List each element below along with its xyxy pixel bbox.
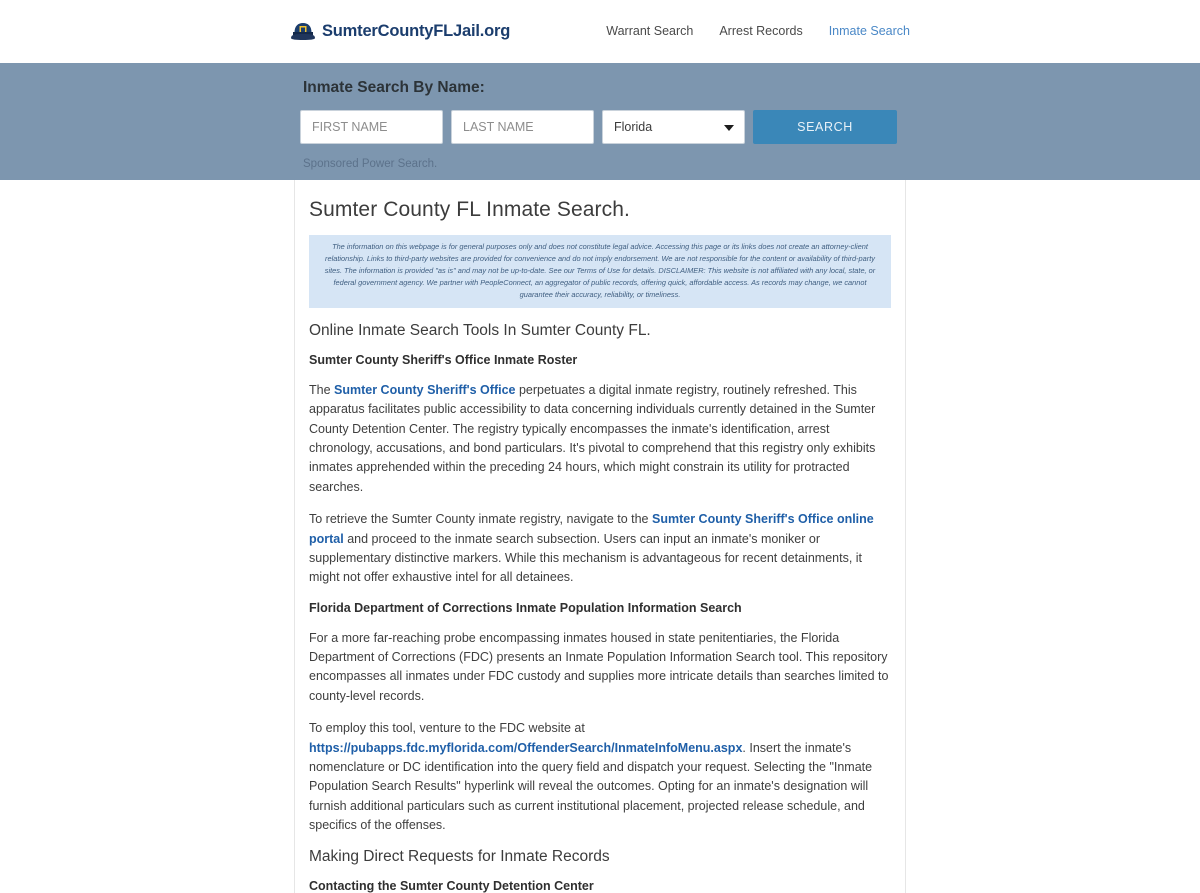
- paragraph-retrieve-registry: [309, 510, 891, 588]
- section-heading-online-tools: Online Inmate Search Tools In Sumter County FL.: [309, 321, 651, 339]
- subheading-contacting-detention-center: Contacting the Sumter County Detention Center: [309, 879, 594, 893]
- para-1-pre: The: [309, 382, 335, 397]
- state-select-wrapper[interactable]: [602, 110, 745, 144]
- sponsored-power-search-link[interactable]: Sponsored Power Search.: [303, 158, 438, 170]
- link-sumter-county-sheriffs-office[interactable]: Sumter County Sheriff's Office: [334, 382, 516, 397]
- para-2-pre: To retrieve the Sumter County inmate registry, navigate to the: [309, 512, 652, 527]
- paragraph-fdc-instructions: [309, 719, 891, 835]
- legal-disclaimer: The information on this webpage is for general purposes only and does not constitute legal advice. Accessing this page or its links does not create an attorney-client relationship. Links to third-party websites are provided for convenience and do not imply endorsement. We are not responsible for the content or availability of third-party sites. The information is provided "as is" and may not be up-to-date. See our Terms of Use for details. DISCLAIMER: This website is not affiliated with any local, state, or federal government agency. We partner with PeopleConnect, an aggregator of public records, offering quick, affordable access. As records may change, we cannot guarantee their accuracy, reliability, or timeliness.: [309, 235, 891, 308]
- police-cap-icon: [290, 21, 316, 42]
- paragraph-sheriff-roster: [309, 381, 891, 497]
- first-name-input[interactable]: [300, 110, 443, 144]
- link-sheriffs-office-online-portal[interactable]: Sumter County Sheriff's Office online portal: [309, 512, 874, 546]
- main-navigation: [606, 24, 910, 38]
- para-4-pre: To employ this tool, venture to the FDC website at: [309, 721, 585, 736]
- link-fdc-offender-search-url[interactable]: https://pubapps.fdc.myflorida.com/OffenderSearch/InmateInfoMenu.aspx: [309, 740, 743, 755]
- subheading-fdc-population-search: Florida Department of Corrections Inmate Population Information Search: [309, 600, 742, 615]
- section-heading-direct-requests: Making Direct Requests for Inmate Records: [309, 848, 610, 866]
- nav-link-warrant-search[interactable]: Warrant Search: [606, 24, 694, 38]
- nav-link-inmate-search[interactable]: Inmate Search: [828, 24, 910, 38]
- brand-name: SumterCountyFLJail.org: [322, 21, 511, 40]
- search-heading: Inmate Search By Name:: [303, 79, 485, 96]
- para-1-post: perpetuates a digital inmate registry, routinely refreshed. This apparatus facilitates public accessibility to data concerning individuals currently detained in the Sumter County Detention Center. The registry typically encompasses the inmate's identification, arrest chronology, accusations, and bond particulars. It's pivotal to comprehend that this registry only exhibits inmates apprehended within the preceding 24 hours, which might constrain its utility for protracted searches.: [309, 382, 876, 494]
- state-select[interactable]: Florida: [602, 110, 745, 144]
- main-content: [294, 180, 906, 893]
- site-header: [0, 0, 1200, 62]
- page-title: Sumter County FL Inmate Search.: [309, 198, 630, 221]
- paragraph-fdc-overview: For a more far-reaching probe encompassing inmates housed in state penitentiaries, the Florida Department of Corrections (FDC) presents an Inmate Population Information Search tool. This repository encompasses all inmates under FDC custody and supplies more intricate details than searches limited to county-level records.: [309, 630, 889, 703]
- site-logo-link[interactable]: [290, 21, 510, 42]
- subheading-sheriff-roster: Sumter County Sheriff's Office Inmate Roster: [309, 352, 578, 367]
- nav-link-arrest-records[interactable]: Arrest Records: [719, 24, 803, 38]
- para-4-post: . Insert the inmate's nomenclature or DC identification into the query field and dispatch your request. Selecting the "Inmate Population Search Results" hyperlink will reveal the outcomes. Opting for an inmate's designation will furnish additional particulars such as current institutional placement, projected release schedule, and specifics of the offenses.: [309, 740, 873, 833]
- inmate-search-band: [0, 62, 1200, 180]
- para-2-post: and proceed to the inmate search subsection. Users can input an inmate's moniker or supplementary distinctive markers. While this mechanism is advantageous for recent detainments, it might not offer exhaustive intel for all detainees.: [309, 531, 863, 585]
- search-form: [300, 110, 900, 144]
- last-name-input[interactable]: [451, 110, 594, 144]
- search-button[interactable]: SEARCH: [753, 110, 897, 144]
